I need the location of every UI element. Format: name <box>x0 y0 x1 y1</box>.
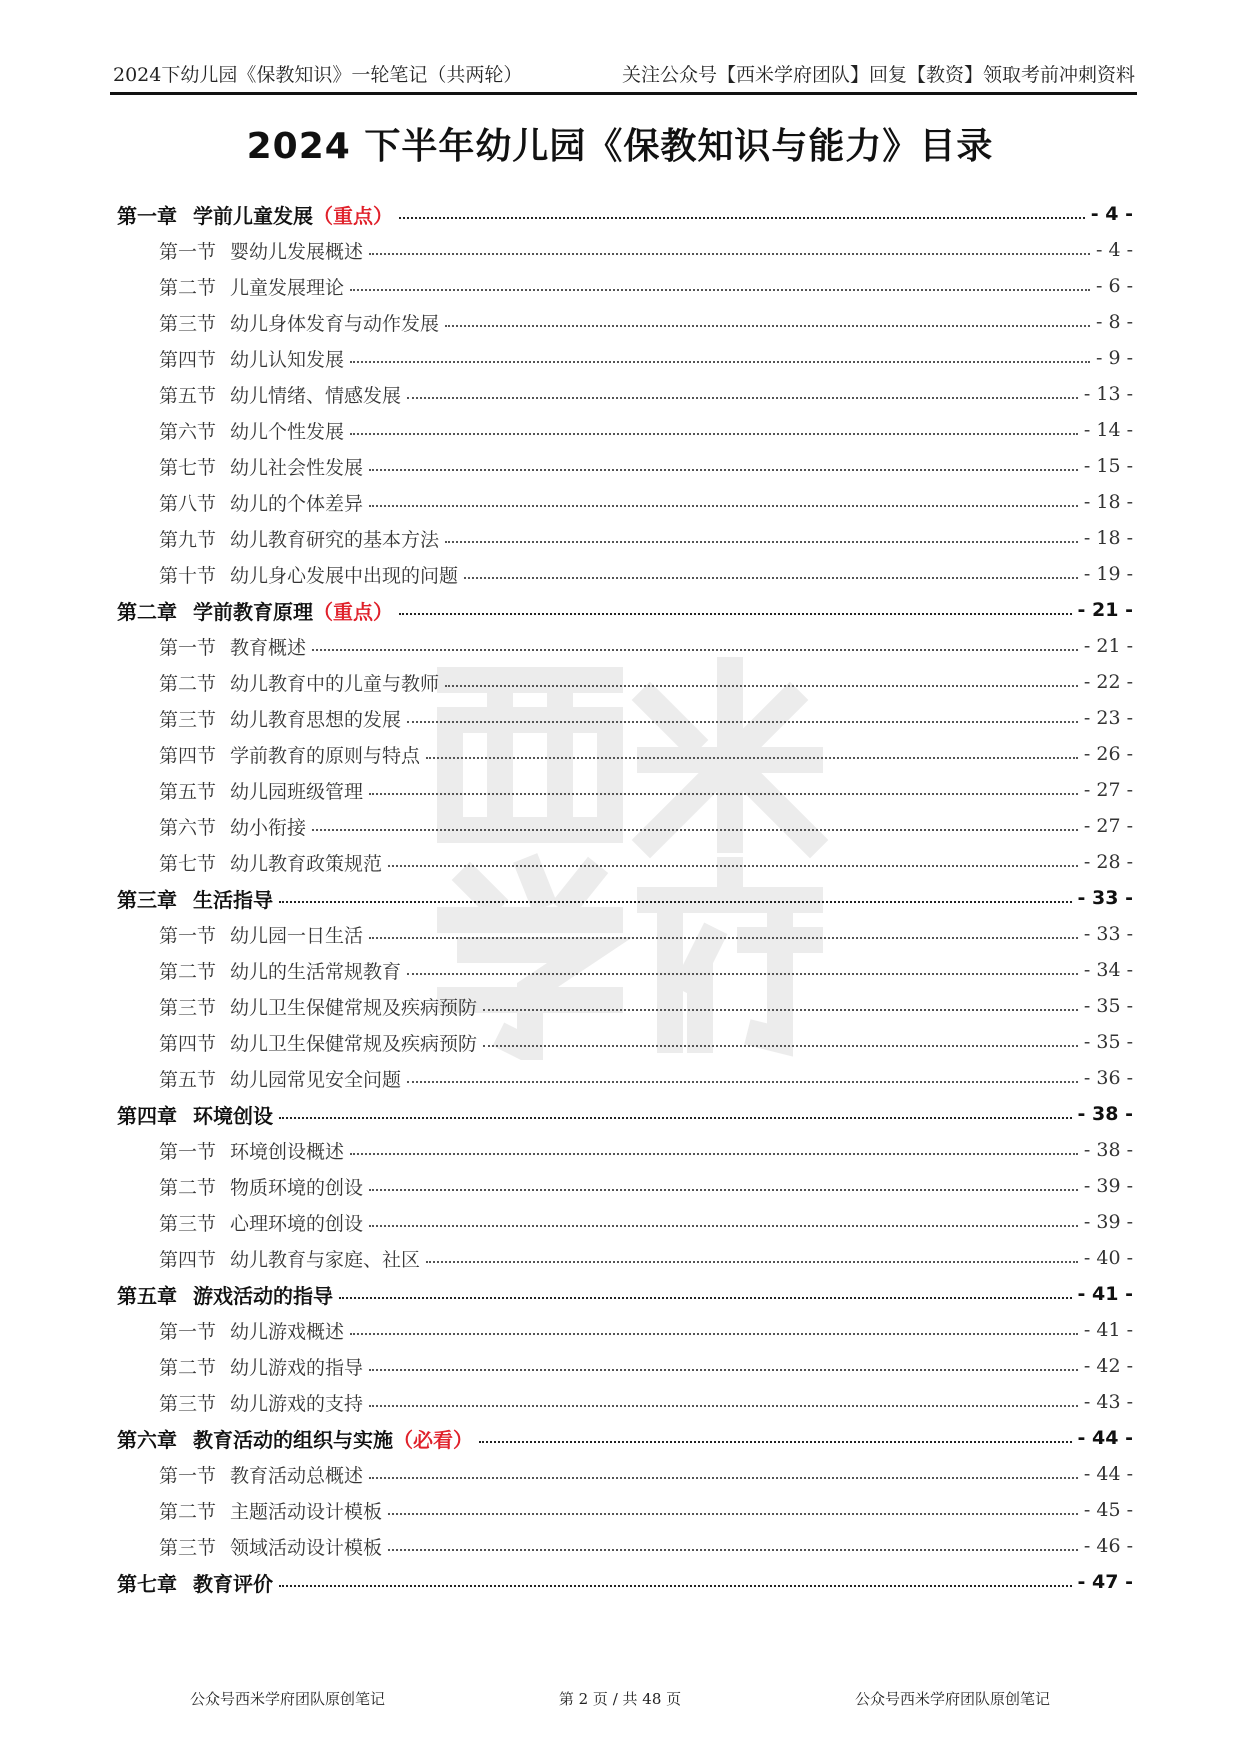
toc-entry-number: 第九节 <box>159 528 217 551</box>
dot-leader <box>426 757 1078 759</box>
toc-section-entry[interactable] <box>117 556 1133 592</box>
toc-section-entry[interactable] <box>117 1528 1133 1564</box>
toc-entry-title: 环境创设概述 <box>230 1140 345 1163</box>
toc-entry-title: 学前儿童发展 <box>193 203 313 228</box>
toc-entry-title: 幼儿身体发育与动作发展 <box>230 312 440 335</box>
toc-entry-title: 幼儿社会性发展 <box>230 456 364 479</box>
toc-entry-number: 第二节 <box>159 276 217 299</box>
toc-entry-title: 教育活动总概述 <box>230 1464 364 1487</box>
toc-section-entry[interactable] <box>117 1384 1133 1420</box>
toc-entry-title: 幼儿的个体差异 <box>230 492 364 515</box>
toc-entry-title: 幼儿园班级管理 <box>230 780 364 803</box>
toc-section-entry[interactable] <box>117 664 1133 700</box>
toc-page-number: - 33 - <box>1077 887 1133 909</box>
toc-entry-number: 第四节 <box>159 1032 217 1055</box>
toc-page-number: - 42 - <box>1083 1355 1133 1377</box>
toc-entry-number: 第五节 <box>159 384 217 407</box>
toc-entry-title: 幼儿的生活常规教育 <box>230 960 402 983</box>
footer-right-text: 公众号西米学府团队原创笔记 <box>854 1690 1050 1708</box>
toc-section-entry[interactable] <box>117 1168 1133 1204</box>
page-header <box>113 56 1135 90</box>
toc-page-number: - 38 - <box>1083 1139 1133 1161</box>
toc-entry-number: 第七节 <box>159 852 217 875</box>
toc-entry-number: 第三节 <box>159 1392 217 1415</box>
dot-leader <box>483 1045 1078 1047</box>
dot-leader <box>407 1081 1078 1083</box>
dot-leader <box>369 505 1078 507</box>
toc-section-entry[interactable] <box>117 412 1133 448</box>
dot-leader <box>399 613 1072 615</box>
toc-entry-number: 第二章 <box>117 599 177 624</box>
toc-entry-number: 第四章 <box>117 1103 177 1128</box>
toc-entry-title: 幼儿教育中的儿童与教师 <box>230 672 440 695</box>
header-divider <box>110 92 1137 95</box>
toc-section-entry[interactable] <box>117 988 1133 1024</box>
toc-chapter-entry[interactable] <box>117 1276 1133 1312</box>
toc-page-number: - 27 - <box>1083 779 1133 801</box>
dot-leader <box>369 1405 1078 1407</box>
toc-entry-title: 幼儿认知发展 <box>230 348 345 371</box>
toc-entry-title: 幼儿游戏概述 <box>230 1320 345 1343</box>
footer-left-text: 公众号西米学府团队原创笔记 <box>190 1690 386 1708</box>
toc-page-number: - 18 - <box>1083 491 1133 513</box>
toc-entry-number: 第三节 <box>159 312 217 335</box>
toc-section-entry[interactable] <box>117 448 1133 484</box>
toc-section-entry[interactable] <box>117 304 1133 340</box>
toc-entry-title: 婴幼儿发展概述 <box>230 240 364 263</box>
toc-entry-title: 游戏活动的指导 <box>193 1283 333 1308</box>
toc-page-number: - 33 - <box>1083 923 1133 945</box>
toc-entry-number: 第三节 <box>159 996 217 1019</box>
toc-entry-number: 第二节 <box>159 1500 217 1523</box>
dot-leader <box>445 685 1078 687</box>
toc-page-number: - 14 - <box>1083 419 1133 441</box>
dot-leader <box>479 1441 1072 1443</box>
toc-page-number: - 43 - <box>1083 1391 1133 1413</box>
toc-entry-title: 幼小衔接 <box>230 816 307 839</box>
dot-leader <box>388 865 1078 867</box>
toc-page-number: - 39 - <box>1083 1211 1133 1233</box>
toc-page-number: - 26 - <box>1083 743 1133 765</box>
toc-entry-number: 第三节 <box>159 708 217 731</box>
toc-page-number: - 45 - <box>1083 1499 1133 1521</box>
dot-leader <box>350 1153 1078 1155</box>
dot-leader <box>407 397 1078 399</box>
toc-page-number: - 35 - <box>1083 995 1133 1017</box>
toc-section-entry[interactable] <box>117 268 1133 304</box>
dot-leader <box>445 325 1090 327</box>
toc-page-number: - 9 - <box>1095 347 1133 369</box>
dot-leader <box>350 289 1090 291</box>
toc-entry-number: 第五章 <box>117 1283 177 1308</box>
dot-leader <box>339 1297 1072 1299</box>
toc-entry-title: 学前教育原理 <box>193 599 313 624</box>
table-of-contents <box>117 196 1133 1600</box>
toc-page-number: - 23 - <box>1083 707 1133 729</box>
toc-section-entry[interactable] <box>117 340 1133 376</box>
toc-entry-title: 幼儿情绪、情感发展 <box>230 384 402 407</box>
toc-entry-title: 教育活动的组织与实施 <box>193 1427 393 1452</box>
toc-entry-title: 学前教育的原则与特点 <box>230 744 421 767</box>
toc-section-entry[interactable] <box>117 1492 1133 1528</box>
toc-page-number: - 36 - <box>1083 1067 1133 1089</box>
toc-entry-number: 第八节 <box>159 492 217 515</box>
toc-entry-title: 教育评价 <box>193 1571 273 1596</box>
dot-leader <box>445 541 1078 543</box>
toc-section-entry[interactable] <box>117 484 1133 520</box>
toc-entry-title: 幼儿游戏的指导 <box>230 1356 364 1379</box>
toc-entry-number: 第六章 <box>117 1427 177 1452</box>
toc-entry-number: 第二节 <box>159 1176 217 1199</box>
toc-entry-title: 生活指导 <box>193 887 273 912</box>
toc-page-number: - 15 - <box>1083 455 1133 477</box>
toc-page-number: - 21 - <box>1077 599 1133 621</box>
toc-page-number: - 18 - <box>1083 527 1133 549</box>
toc-page-number: - 19 - <box>1083 563 1133 585</box>
toc-section-entry[interactable] <box>117 1456 1133 1492</box>
toc-section-entry[interactable] <box>117 232 1133 268</box>
toc-chapter-entry[interactable] <box>117 196 1133 232</box>
toc-emphasis-tag: （必看） <box>393 1427 473 1452</box>
dot-leader <box>464 577 1078 579</box>
toc-page-number: - 34 - <box>1083 959 1133 981</box>
toc-entry-number: 第二节 <box>159 960 217 983</box>
dot-leader <box>312 649 1078 651</box>
toc-emphasis-tag: （重点） <box>313 203 393 228</box>
dot-leader <box>312 829 1078 831</box>
toc-page-number: - 39 - <box>1083 1175 1133 1197</box>
dot-leader <box>388 1513 1078 1515</box>
dot-leader <box>369 1477 1078 1479</box>
toc-section-entry[interactable] <box>117 1312 1133 1348</box>
toc-entry-title: 领域活动设计模板 <box>230 1536 383 1559</box>
toc-entry-title: 教育概述 <box>230 636 307 659</box>
toc-page-number: - 22 - <box>1083 671 1133 693</box>
dot-leader <box>369 793 1078 795</box>
dot-leader <box>279 901 1072 903</box>
toc-entry-number: 第一节 <box>159 240 217 263</box>
toc-section-entry[interactable] <box>117 916 1133 952</box>
toc-entry-number: 第三章 <box>117 887 177 912</box>
toc-entry-title: 儿童发展理论 <box>230 276 345 299</box>
toc-section-entry[interactable] <box>117 1348 1133 1384</box>
toc-entry-number: 第五节 <box>159 1068 217 1091</box>
dot-leader <box>350 1333 1078 1335</box>
toc-entry-title: 环境创设 <box>193 1103 273 1128</box>
toc-entry-title: 幼儿卫生保健常规及疾病预防 <box>230 1032 478 1055</box>
toc-entry-title: 物质环境的创设 <box>230 1176 364 1199</box>
toc-entry-number: 第六节 <box>159 420 217 443</box>
toc-entry-number: 第十节 <box>159 564 217 587</box>
toc-entry-number: 第四节 <box>159 744 217 767</box>
dot-leader <box>369 1225 1078 1227</box>
toc-entry-title: 幼儿卫生保健常规及疾病预防 <box>230 996 478 1019</box>
toc-section-entry[interactable] <box>117 844 1133 880</box>
toc-chapter-entry[interactable] <box>117 1420 1133 1456</box>
toc-entry-title: 幼儿教育研究的基本方法 <box>230 528 440 551</box>
toc-section-entry[interactable] <box>117 772 1133 808</box>
toc-entry-title: 幼儿游戏的支持 <box>230 1392 364 1415</box>
toc-page-number: - 21 - <box>1083 635 1133 657</box>
toc-entry-number: 第六节 <box>159 816 217 839</box>
dot-leader <box>279 1585 1072 1587</box>
dot-leader <box>407 973 1078 975</box>
toc-entry-title: 幼儿教育思想的发展 <box>230 708 402 731</box>
toc-section-entry[interactable] <box>117 1060 1133 1096</box>
page-title: 2024 下半年幼儿园《保教知识与能力》目录 <box>246 126 994 167</box>
toc-emphasis-tag: （重点） <box>313 599 393 624</box>
toc-entry-number: 第二节 <box>159 1356 217 1379</box>
dot-leader <box>350 433 1078 435</box>
dot-leader <box>399 217 1085 219</box>
header-right-text: 关注公众号【西米学府团队】回复【教资】领取考前冲刺资料 <box>621 63 1135 86</box>
toc-entry-number: 第七章 <box>117 1571 177 1596</box>
toc-entry-number: 第三节 <box>159 1212 217 1235</box>
toc-entry-title: 幼儿个性发展 <box>230 420 345 443</box>
dot-leader <box>388 1549 1078 1551</box>
toc-page-number: - 6 - <box>1095 275 1133 297</box>
toc-page-number: - 41 - <box>1077 1283 1133 1305</box>
toc-section-entry[interactable] <box>117 1240 1133 1276</box>
toc-section-entry[interactable] <box>117 808 1133 844</box>
toc-entry-number: 第五节 <box>159 780 217 803</box>
toc-entry-title: 主题活动设计模板 <box>230 1500 383 1523</box>
dot-leader <box>350 361 1090 363</box>
toc-section-entry[interactable] <box>117 376 1133 412</box>
toc-entry-number: 第七节 <box>159 456 217 479</box>
toc-section-entry[interactable] <box>117 700 1133 736</box>
toc-entry-number: 第一章 <box>117 203 177 228</box>
dot-leader <box>369 469 1078 471</box>
toc-chapter-entry[interactable] <box>117 880 1133 916</box>
toc-page-number: - 44 - <box>1083 1463 1133 1485</box>
toc-entry-number: 第一节 <box>159 1320 217 1343</box>
toc-page-number: - 27 - <box>1083 815 1133 837</box>
toc-page-number: - 47 - <box>1077 1571 1133 1593</box>
dot-leader <box>483 1009 1078 1011</box>
toc-section-entry[interactable] <box>117 736 1133 772</box>
toc-section-entry[interactable] <box>117 1204 1133 1240</box>
toc-chapter-entry[interactable] <box>117 1096 1133 1132</box>
toc-entry-title: 幼儿教育政策规范 <box>230 852 383 875</box>
dot-leader <box>369 1189 1078 1191</box>
dot-leader <box>279 1117 1072 1119</box>
header-left-text: 2024下幼儿园《保教知识》一轮笔记（共两轮） <box>113 63 523 86</box>
dot-leader <box>407 721 1078 723</box>
toc-entry-title: 幼儿身心发展中出现的问题 <box>230 564 459 587</box>
toc-page-number: - 38 - <box>1077 1103 1133 1125</box>
dot-leader <box>369 1369 1078 1371</box>
toc-page-number: - 46 - <box>1083 1535 1133 1557</box>
toc-page-number: - 28 - <box>1083 851 1133 873</box>
toc-page-number: - 35 - <box>1083 1031 1133 1053</box>
toc-chapter-entry[interactable] <box>117 592 1133 628</box>
dot-leader <box>426 1261 1078 1263</box>
toc-entry-title: 幼儿教育与家庭、社区 <box>230 1248 421 1271</box>
dot-leader <box>369 937 1078 939</box>
toc-entry-number: 第四节 <box>159 348 217 371</box>
toc-entry-title: 幼儿园常见安全问题 <box>230 1068 402 1091</box>
toc-entry-number: 第一节 <box>159 924 217 947</box>
toc-section-entry[interactable] <box>117 1024 1133 1060</box>
toc-section-entry[interactable] <box>117 520 1133 556</box>
page-footer <box>190 1688 1050 1709</box>
toc-page-number: - 44 - <box>1077 1427 1133 1449</box>
toc-chapter-entry[interactable] <box>117 1564 1133 1600</box>
toc-page-number: - 41 - <box>1083 1319 1133 1341</box>
toc-page-number: - 8 - <box>1095 311 1133 333</box>
toc-page-number: - 4 - <box>1090 203 1133 225</box>
toc-entry-title: 幼儿园一日生活 <box>230 924 364 947</box>
toc-section-entry[interactable] <box>117 628 1133 664</box>
toc-entry-number: 第四节 <box>159 1248 217 1271</box>
toc-page-number: - 40 - <box>1083 1247 1133 1269</box>
toc-entry-number: 第三节 <box>159 1536 217 1559</box>
toc-page-number: - 13 - <box>1083 383 1133 405</box>
toc-entry-number: 第一节 <box>159 1140 217 1163</box>
toc-entry-title: 心理环境的创设 <box>230 1212 364 1235</box>
dot-leader <box>369 253 1090 255</box>
toc-section-entry[interactable] <box>117 1132 1133 1168</box>
toc-section-entry[interactable] <box>117 952 1133 988</box>
toc-page-number: - 4 - <box>1095 239 1133 261</box>
toc-entry-number: 第二节 <box>159 672 217 695</box>
toc-entry-number: 第一节 <box>159 636 217 659</box>
toc-entry-number: 第一节 <box>159 1464 217 1487</box>
footer-page-number: 第 2 页 / 共 48 页 <box>558 1690 682 1708</box>
